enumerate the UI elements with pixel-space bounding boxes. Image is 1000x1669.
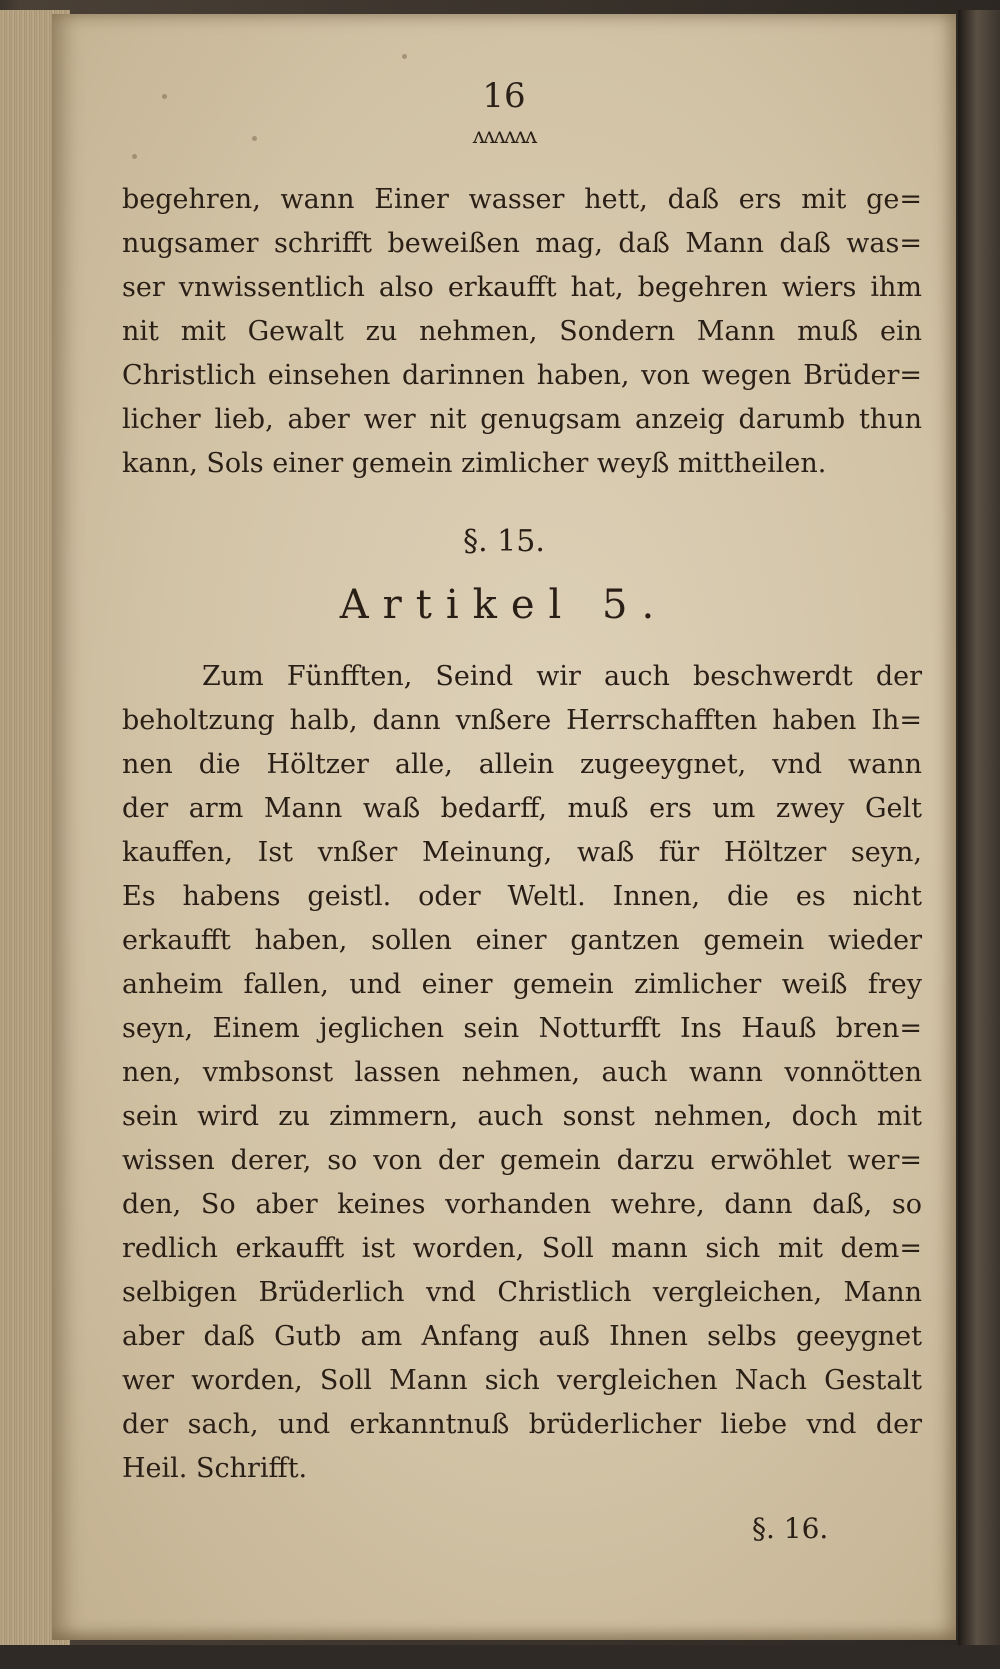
text-line: Zum Fünfften, Seind wir auch beschwerdt der [202,661,922,692]
text-line: ser vnwissentlich also erkaufft hat, begehren wiers ihm [122,272,922,303]
page-number: 16 [482,76,526,116]
foxing-spot [132,154,137,159]
text-line: aber daß Gutb am Anfang auß Ihnen selbs geeygnet [122,1321,922,1352]
foxing-spot [402,54,407,59]
text-line: nugsamer schrifft beweißen mag, daß Mann daß was= [122,228,922,259]
section-number: §. 15. [463,524,545,559]
book-page [52,14,956,1640]
header-ornament: ʌʌʌʌʌʌ [472,124,536,149]
bottom-edge [0,1645,1000,1669]
text-line: begehren, wann Einer wasser hett, daß ers mit ge= [122,184,922,215]
text-line: nit mit Gewalt zu nehmen, Sondern Mann muß ein [122,316,922,347]
text-line: kann, Sols einer gemein zimlicher weyß mittheilen. [122,448,827,479]
text-line: sein wird zu zimmern, auch sonst nehmen, doch mit [122,1101,922,1132]
text-line: redlich erkaufft ist worden, Soll mann sich mit dem= [122,1233,922,1264]
text-line: den, So aber keines vorhanden wehre, dann daß, so [122,1189,922,1220]
text-line: anheim fallen, und einer gemein zimlicher weiß frey [122,969,922,1000]
text-line: selbigen Brüderlich vnd Christlich vergleichen, Mann [122,1277,922,1308]
text-line: der arm Mann waß bedarff, muß ers um zwey Gelt [122,793,922,824]
text-line: nen, vmbsonst lassen nehmen, auch wann vonnötten [122,1057,922,1088]
text-line: wer worden, Soll Mann sich vergleichen Nach Gestalt [122,1365,922,1396]
text-line: seyn, Einem jeglichen sein Notturfft Ins Hauß bren= [122,1013,922,1044]
text-line: Heil. Schrifft. [122,1453,308,1484]
text-line: Christlich einsehen darinnen haben, von wegen Brüder= [122,360,922,391]
text-line: beholtzung halb, dann vnßere Herrschafften haben Ih= [122,705,922,736]
catchword: §. 16. [752,1512,829,1545]
book-cover-edge [958,10,1000,1650]
text-line: Es habens geistl. oder Weltl. Innen, die es nicht [122,881,922,912]
text-line: wissen derer, so von der gemein darzu erwöhlet wer= [122,1145,922,1176]
text-line: nen die Höltzer alle, allein zugeeygnet, vnd wann [122,749,922,780]
text-line: erkaufft haben, sollen einer gantzen gemein wieder [122,925,922,956]
text-line: der sach, und erkanntnuß brüderlicher liebe vnd der [122,1409,922,1440]
article-heading: Artikel 5. [339,582,669,628]
text-line: kauffen, Ist vnßer Meinung, waß für Höltzer seyn, [122,837,922,868]
text-line: licher lieb, aber wer nit genugsam anzeig darumb thun [122,404,922,435]
